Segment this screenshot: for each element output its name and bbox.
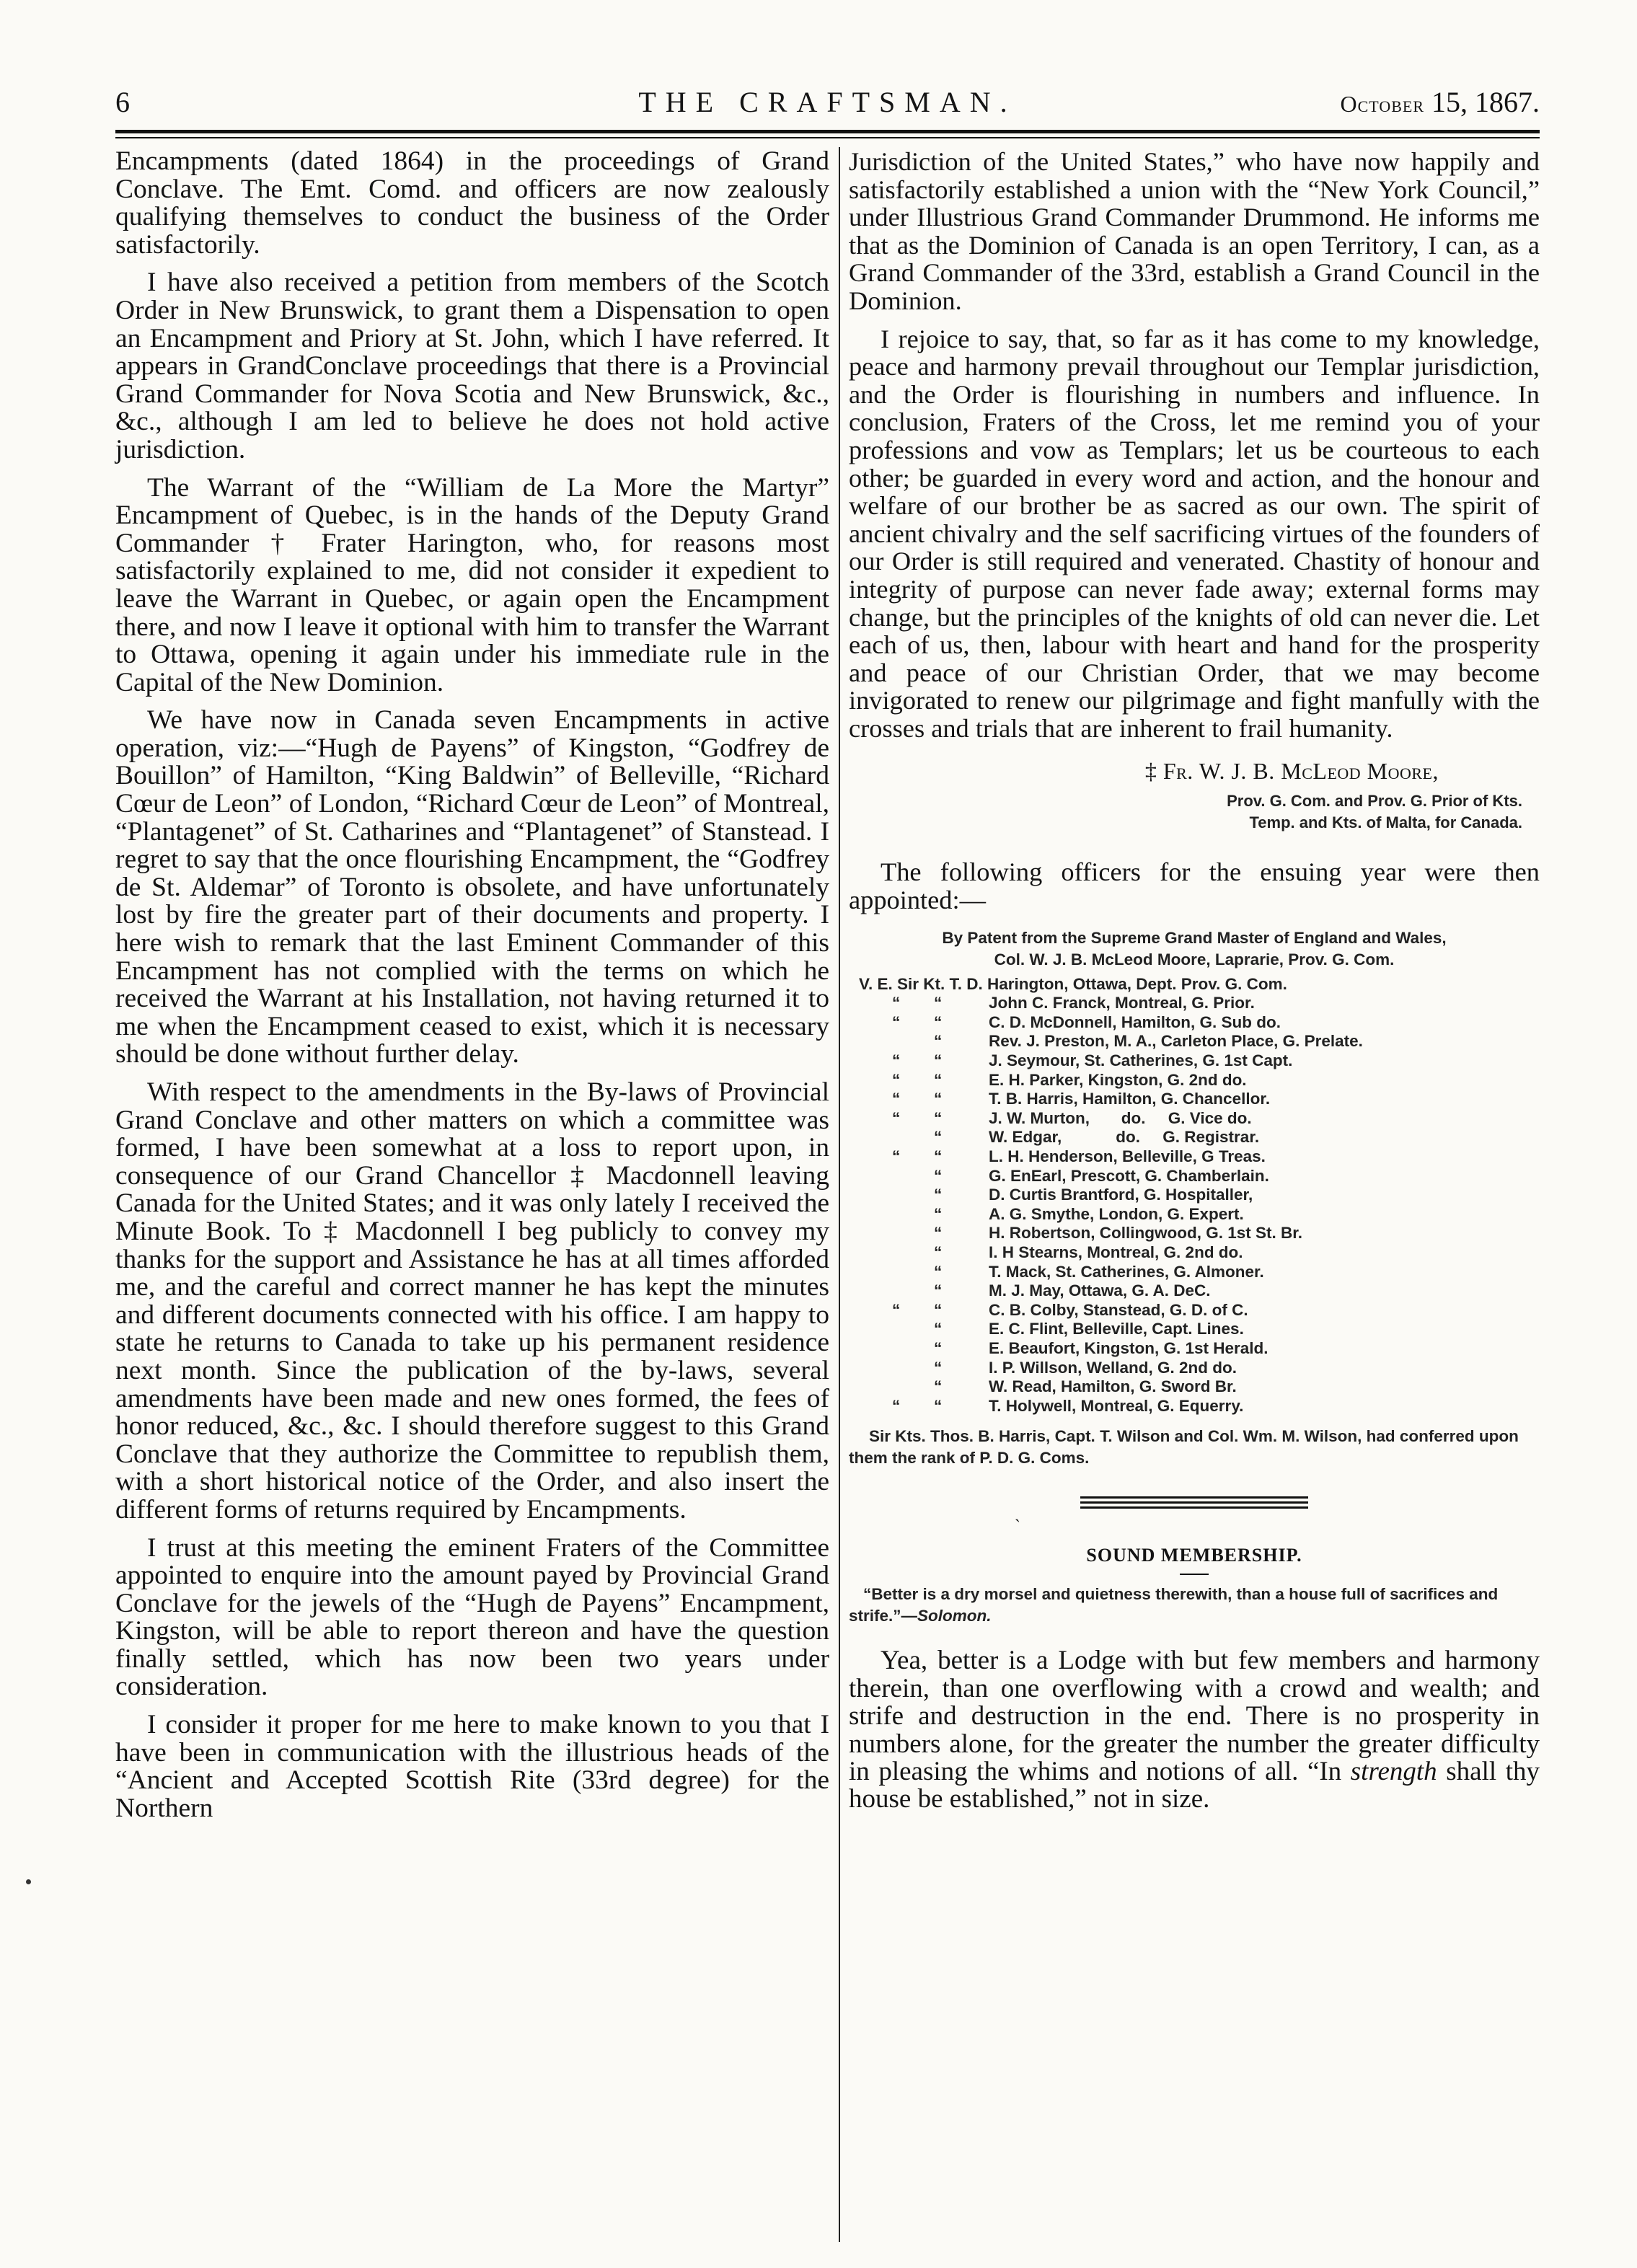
issue-date-month: October <box>1340 91 1424 117</box>
closing-paragraph-start: Yea, better is a Lodge with but few members and harmony therein, than one overflowing with a crowd and wealth; and strife and destruction in the end. There is no prosperity in numbers alone, for the greater the number the greater difficulty in pleasing the whims and notions of all. “In <box>849 1646 1540 1786</box>
officer-text: D. Curtis Brantford, G. Hospitaller, <box>989 1186 1253 1204</box>
officer-entry <box>849 1205 1540 1225</box>
ditto-mark: “ <box>934 1300 943 1319</box>
officer-text: H. Robertson, Collingwood, G. 1st St. Br. <box>989 1224 1303 1243</box>
officer-text: W. Edgar, do. G. Registrar. <box>989 1128 1260 1147</box>
ditto-mark: “ <box>934 1108 943 1127</box>
officer-entry <box>849 1320 1540 1339</box>
officer-entry <box>849 1186 1540 1205</box>
left-paragraph-2: I have also received a petition from members of the Scotch Order in New Brunswick, to grant them a Dispensation to open an Encampment and Priory at St. John, which I have referred. It appears in GrandConclave proceedings that there is a Provincial Grand Commander for Nova Scotia and New Brunswick, &c., &c., although I am led to believe he does not hold active jurisdiction. <box>115 268 829 464</box>
officer-text: W. Read, Hamilton, G. Sword Br. <box>989 1377 1237 1396</box>
left-column <box>115 148 829 1822</box>
epigraph-source: Solomon. <box>917 1607 992 1625</box>
ditto-mark: “ <box>934 1128 943 1147</box>
ditto-mark: “ <box>934 1243 943 1261</box>
officer-entry <box>849 1377 1540 1397</box>
ditto-mark: “ <box>934 1338 943 1357</box>
ditto-mark: “ <box>934 994 943 1012</box>
officer-entry <box>849 994 1540 1013</box>
closing-paragraph <box>849 1647 1540 1813</box>
running-header <box>115 85 1540 128</box>
column-divider <box>839 147 840 2242</box>
issue-date-rest: 15, 1867. <box>1424 86 1540 118</box>
left-paragraph-7: I consider it proper for me here to make known to you that I have been in communication with the illustrious heads of the “Ancient and Accepted Scottish Rite (33rd degree) for the Northern <box>115 1710 829 1823</box>
ditto-mark: “ <box>934 1204 943 1223</box>
header-rule-thick <box>115 130 1540 133</box>
officer-text: J. Seymour, St. Catherines, G. 1st Capt. <box>989 1051 1293 1070</box>
patent-line: By Patent from the Supreme Grand Master of England and Wales, <box>942 928 1447 947</box>
separator-mark <box>849 1512 1540 1540</box>
ditto-mark: “ <box>934 1166 943 1185</box>
ditto-mark: “ <box>892 1396 901 1415</box>
section-heading: SOUND MEMBERSHIP. <box>1086 1545 1302 1566</box>
officer-text: T. Mack, St. Catherines, G. Almoner. <box>989 1262 1264 1281</box>
header-rule-thin <box>115 137 1540 138</box>
officer-entry <box>849 1032 1540 1051</box>
signature: ‡ Fr. W. J. B. McLeod Moore, <box>1144 758 1439 785</box>
officer-entry <box>849 1301 1540 1320</box>
heading-dash <box>1180 1574 1209 1575</box>
ditto-mark: “ <box>934 1377 943 1396</box>
officer-text: Rev. J. Preston, M. A., Carleton Place, G. Prelate. <box>989 1032 1363 1051</box>
left-paragraph-5: With respect to the amendments in the By-laws of Provincial Grand Conclave and other matters on which a committee was formed, I have been somewhat at a loss to report upon, in consequence of our Grand Chancellor ‡ Macdonnell leaving Canada for the United States; and it was only lately I received the Minute Book. To ‡ Macdonnell I beg publicly to convey my thanks for the support and Assistance he has at all times afforded me, and the careful and correct manner he has kept the minutes and different documents connected with his office. I am happy to state he returns to Canada to take up his permanent residence next month. Since the publication of the by-laws, several amendments have been made and new ones formed, the fees of honor reduced, &c., &c. I should therefore suggest to this Grand Conclave that they authorize the Committee to republish them, with a short historical notice of the Order, and also insert the different forms of returns required by Encampments. <box>115 1077 829 1524</box>
officer-text: L. H. Henderson, Belleville, G Treas. <box>989 1147 1266 1165</box>
issue-date <box>1341 85 1540 119</box>
ditto-mark: “ <box>892 1070 901 1089</box>
masthead-title: THE CRAFTSMAN. <box>638 86 1017 118</box>
ditto-mark: “ <box>892 1051 901 1070</box>
separator-tick: ˋ <box>1015 1517 1020 1537</box>
ditto-mark: “ <box>934 1070 943 1089</box>
officer-entry <box>849 1090 1540 1109</box>
officers-note: Sir Kts. Thos. B. Harris, Capt. T. Wilson and Col. Wm. M. Wilson, had conferred upon them the rank of P. D. G. Coms. <box>849 1427 1519 1468</box>
signature-title-line: Prov. G. Com. and Prov. G. Prior of Kts. <box>1227 792 1522 811</box>
officer-text: E. H. Parker, Kingston, G. 2nd do. <box>989 1070 1247 1089</box>
officer-entry <box>849 1224 1540 1243</box>
closing-paragraph-italic: strength <box>1350 1756 1437 1786</box>
officers-intro: The following officers for the ensuing year were then appointed:— <box>849 857 1540 915</box>
patent-block <box>849 927 1540 971</box>
officer-entry <box>849 1071 1540 1090</box>
officer-entry <box>849 1243 1540 1263</box>
epigraph-text: “Better is a dry morsel and quietness therewith, than a house full of sacrifices and strife.”— <box>849 1585 1499 1625</box>
ditto-mark: “ <box>934 1051 943 1070</box>
ditto-mark: “ <box>934 1224 943 1243</box>
officer-text: V. E. Sir Kt. T. D. Harington, Ottawa, Dept. Prov. G. Com. <box>859 974 1287 993</box>
right-column <box>849 148 1540 1814</box>
officer-entry <box>849 1339 1540 1359</box>
officer-text: G. EnEarl, Prescott, G. Chamberlain. <box>989 1166 1269 1185</box>
ditto-mark: “ <box>934 1396 943 1415</box>
officer-text: C. B. Colby, Stanstead, G. D. of C. <box>989 1300 1248 1319</box>
ditto-mark: “ <box>892 1147 901 1165</box>
ditto-mark: “ <box>934 1147 943 1165</box>
officer-entry <box>849 1281 1540 1301</box>
page-number: 6 <box>115 86 130 118</box>
ditto-mark: “ <box>892 1108 901 1127</box>
officers-list <box>849 975 1540 1416</box>
officer-text: E. C. Flint, Belleville, Capt. Lines. <box>989 1320 1244 1338</box>
ditto-mark: “ <box>892 1300 901 1319</box>
officer-text: E. Beaufort, Kingston, G. 1st Herald. <box>989 1338 1268 1357</box>
patent-line: Col. W. J. B. McLeod Moore, Laprarie, Prov. G. Com. <box>994 950 1395 968</box>
ditto-mark: “ <box>934 1032 943 1051</box>
officer-text: I. H Stearns, Montreal, G. 2nd do. <box>989 1243 1243 1261</box>
section-separator <box>1080 1496 1308 1509</box>
officer-entry <box>849 1263 1540 1282</box>
left-paragraph-1: Encampments (dated 1864) in the proceedings of Grand Conclave. The Emt. Comd. and officers are now zealously qualifying themselves to conduct the business of the Order satisfactorily. <box>115 146 829 260</box>
officer-entry <box>849 1359 1540 1378</box>
ditto-mark: “ <box>934 1358 943 1377</box>
officer-entry <box>849 1109 1540 1129</box>
ditto-mark: “ <box>934 1090 943 1108</box>
officer-entry <box>849 1147 1540 1167</box>
signature-titles <box>849 790 1522 834</box>
right-paragraph-1: Jurisdiction of the United States,” who have now happily and satisfactorily established a union with the “New York Council,” under Illustrious Grand Commander Drummond. He informs me that as the Dominion of Canada is an open Territory, I can, as a Grand Commander of the 33rd, establish a Grand Council in the Dominion. <box>849 147 1540 315</box>
closing-paragraph-end: shall thy house be established,” not in size. <box>849 1756 1540 1814</box>
officer-entry <box>849 1013 1540 1033</box>
ditto-mark: “ <box>934 1262 943 1281</box>
officer-entry <box>849 1128 1540 1147</box>
signature-title-line: Temp. and Kts. of Malta, for Canada. <box>1249 813 1522 832</box>
ditto-mark: “ <box>934 1320 943 1338</box>
officer-entry <box>859 975 1540 994</box>
officer-text: T. Holywell, Montreal, G. Equerry. <box>989 1396 1244 1415</box>
officer-entry <box>849 1167 1540 1186</box>
officer-text: I. P. Willson, Welland, G. 2nd do. <box>989 1358 1237 1377</box>
officer-text: A. G. Smythe, London, G. Expert. <box>989 1204 1244 1223</box>
officer-text: J. W. Murton, do. G. Vice do. <box>989 1108 1252 1127</box>
officer-text: C. D. McDonnell, Hamilton, G. Sub do. <box>989 1012 1281 1031</box>
epigraph <box>849 1584 1540 1627</box>
ditto-mark: “ <box>934 1186 943 1204</box>
ditto-mark: “ <box>892 994 901 1012</box>
officer-text: M. J. May, Ottawa, G. A. DeC. <box>989 1281 1211 1300</box>
left-paragraph-6: I trust at this meeting the eminent Fraters of the Committee appointed to enquire into the amount payed by Provincial Grand Conclave for the jewels of the “Hugh de Payens” Encampment, Kingston, will be able to report thereon and have the question finally settled, which has now been two years under consideration. <box>115 1532 829 1702</box>
ditto-mark: “ <box>892 1012 901 1031</box>
left-paragraph-4: We have now in Canada seven Encampments in active operation, viz:—“Hugh de Payens” of Kingston, “Godfrey de Bouillon” of Hamilton, “King Baldwin” of Belleville, “Richard Cœur de Leon” of London, “Richard Cœur de Leon” of Montreal, “Plantagenet” of St. Catharines and “Plantagenet” of Stanstead. I regret to say that the once flourishing Encampment, the “Godfrey de St. Aldemar” of Toronto is obsolete, and have unfortunately lost by fire the greater part of their documents and property. I here wish to remark that the last Eminent Commander of this Encampment has not complied with the terms on which he received the Warrant at his Installation, not having returned it to me when the Encampment ceased to exist, which it is necessary should be done without further delay. <box>115 705 829 1069</box>
margin-speck <box>26 1879 31 1884</box>
ditto-mark: “ <box>934 1281 943 1300</box>
left-paragraph-3: The Warrant of the “William de La More the Martyr” Encampment of Quebec, is in the hands of the Deputy Grand Commander † Frater Harington, who, for reasons most satisfactorily explained to me, did not consider it expedient to leave the Warrant in Quebec, or again open the Encampment there, and now I leave it optional with him to transfer the Warrant to Ottawa, opening it again under his immediate rule in the Capital of the New Dominion. <box>115 472 829 697</box>
ditto-mark: “ <box>934 1012 943 1031</box>
officer-entry <box>849 1051 1540 1071</box>
officer-entry <box>849 1397 1540 1416</box>
officer-text: T. B. Harris, Hamilton, G. Chancellor. <box>989 1090 1271 1108</box>
ditto-mark: “ <box>892 1090 901 1108</box>
right-paragraph-2: I rejoice to say, that, so far as it has come to my knowledge, peace and harmony prevail throughout our Templar jurisdiction, and the Order is flourishing in numbers and influence. In conclusion, Fraters of the Cross, let me remind you of your professions and vow as Templars; let us be courteous to each other; be guarded in every word and action, and the honour and welfare of our brother be as sacred as our own. The spirit of ancient chivalry and the self sacrificing virtues of the founders of our Order is still required and venerated. Chastity of honour and integrity of purpose can never fade away; external forms may change, but the principles of the knights of old can never die. Let each of us, then, labour with heart and hand for the prosperity and peace of our Christian Order, that we may become invigorated to renew our pilgrimage and fight manfully with the crosses and trials that are inherent to frail humanity. <box>849 324 1540 743</box>
officer-text: John C. Franck, Montreal, G. Prior. <box>989 994 1255 1012</box>
